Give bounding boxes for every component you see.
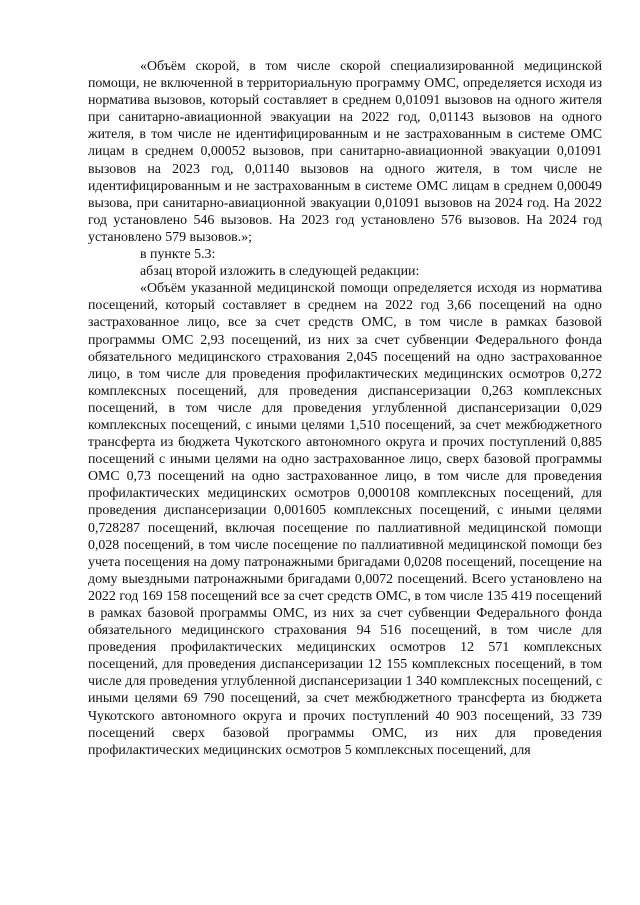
document-page bbox=[88, 58, 602, 759]
paragraph-clause-5-3: в пункте 5.3: bbox=[140, 247, 216, 263]
paragraph-ambulance-volume: «Объём скорой, в том числе скорой специализированной медицинской помощи, не включенной в территориальную программу ОМС, определяется исходя из норматива вызовов, который составляет в среднем 0,01091 вызовов на одного жителя при санитарно-авиационной эвакуации на 2022 год, 0,01143 вызовов на одного жителя, в том числе не идентифицированным и не застрахованным в системе ОМС лицам в среднем 0,00052 вызовов, при санитарно-авиационной эвакуации 0,01091 вызовов на 2023 год, 0,01140 вызовов на одного жителя, в том числе не идентифицированным и не застрахованным в системе ОМС лицам в среднем 0,00049 вызова, при санитарно-авиационной эвакуации 0,01091 вызовов на 2024 год. На 2022 год установлено 546 вызовов. На 2023 год установлено 576 вызовов. На 2024 год установлено 579 вызовов.»; bbox=[88, 59, 602, 245]
paragraph-visits-volume: «Объём указанной медицинской помощи определяется исходя из норматива посещений, который составляет в среднем на 2022 год 3,66 посещений на одно застрахованное лицо, все за счет средств ОМС, в том числе в рамках базовой программы ОМС 2,93 посещений, из них за счет субвенции Федерального фонда обязательного медицинского страхования 2,045 посещений на одно застрахованное лицо, в том числе для проведения профилактических медицинских осмотров 0,272 комплексных посещений, для проведения диспансеризации 0,263 комплексных посещений, в том числе для проведения углубленной диспансеризации 0,029 комплексных посещений, с иными целями 1,510 посещений, за счет межбюджетного трансферта из бюджета Чукотского автономного округа и прочих поступлений 0,885 посещений с иными целями на одно застрахованное лицо, сверх базовой программы ОМС 0,73 посещений на одно застрахованное лицо, в том числе для проведения профилактических медицинских осмотров 0,000108 комплексных посещений, для проведения диспансеризации 0,001605 комплексных посещений, с иными целями 0,728287 посещений, включая посещение по паллиативной медицинской помощи 0,028 посещений, в том числе посещение по паллиативной медицинской помощи без учета посещения на дому патронажными бригадами 0,0208 посещений, посещение на дому выездными патронажными бригадами 0,0072 посещений. Всего установлено на 2022 год 169 158 посещений все за счет средств ОМС, в том числе 135 419 посещений в рамках базовой программы ОМС, из них за счет субвенции Федерального фонда обязательного медицинского страхования 94 516 посещений, в том числе для проведения профилактических медицинских осмотров 12 571 комплексных посещений, для проведения диспансеризации 12 155 комплексных посещений, в том числе для проведения углубленной диспансеризации 1 340 комплексных посещений, с иными целями 69 790 посещений, за счет межбюджетного трансферта из бюджета Чукотского автономного округа и прочих поступлений 40 903 посещений, 33 739 посещений сверх базовой программы ОМС, из них для проведения профилактических медицинских осмотров 5 комплексных посещений, для bbox=[88, 281, 602, 758]
paragraph-second-abzac: абзац второй изложить в следующей редакции: bbox=[140, 264, 420, 280]
